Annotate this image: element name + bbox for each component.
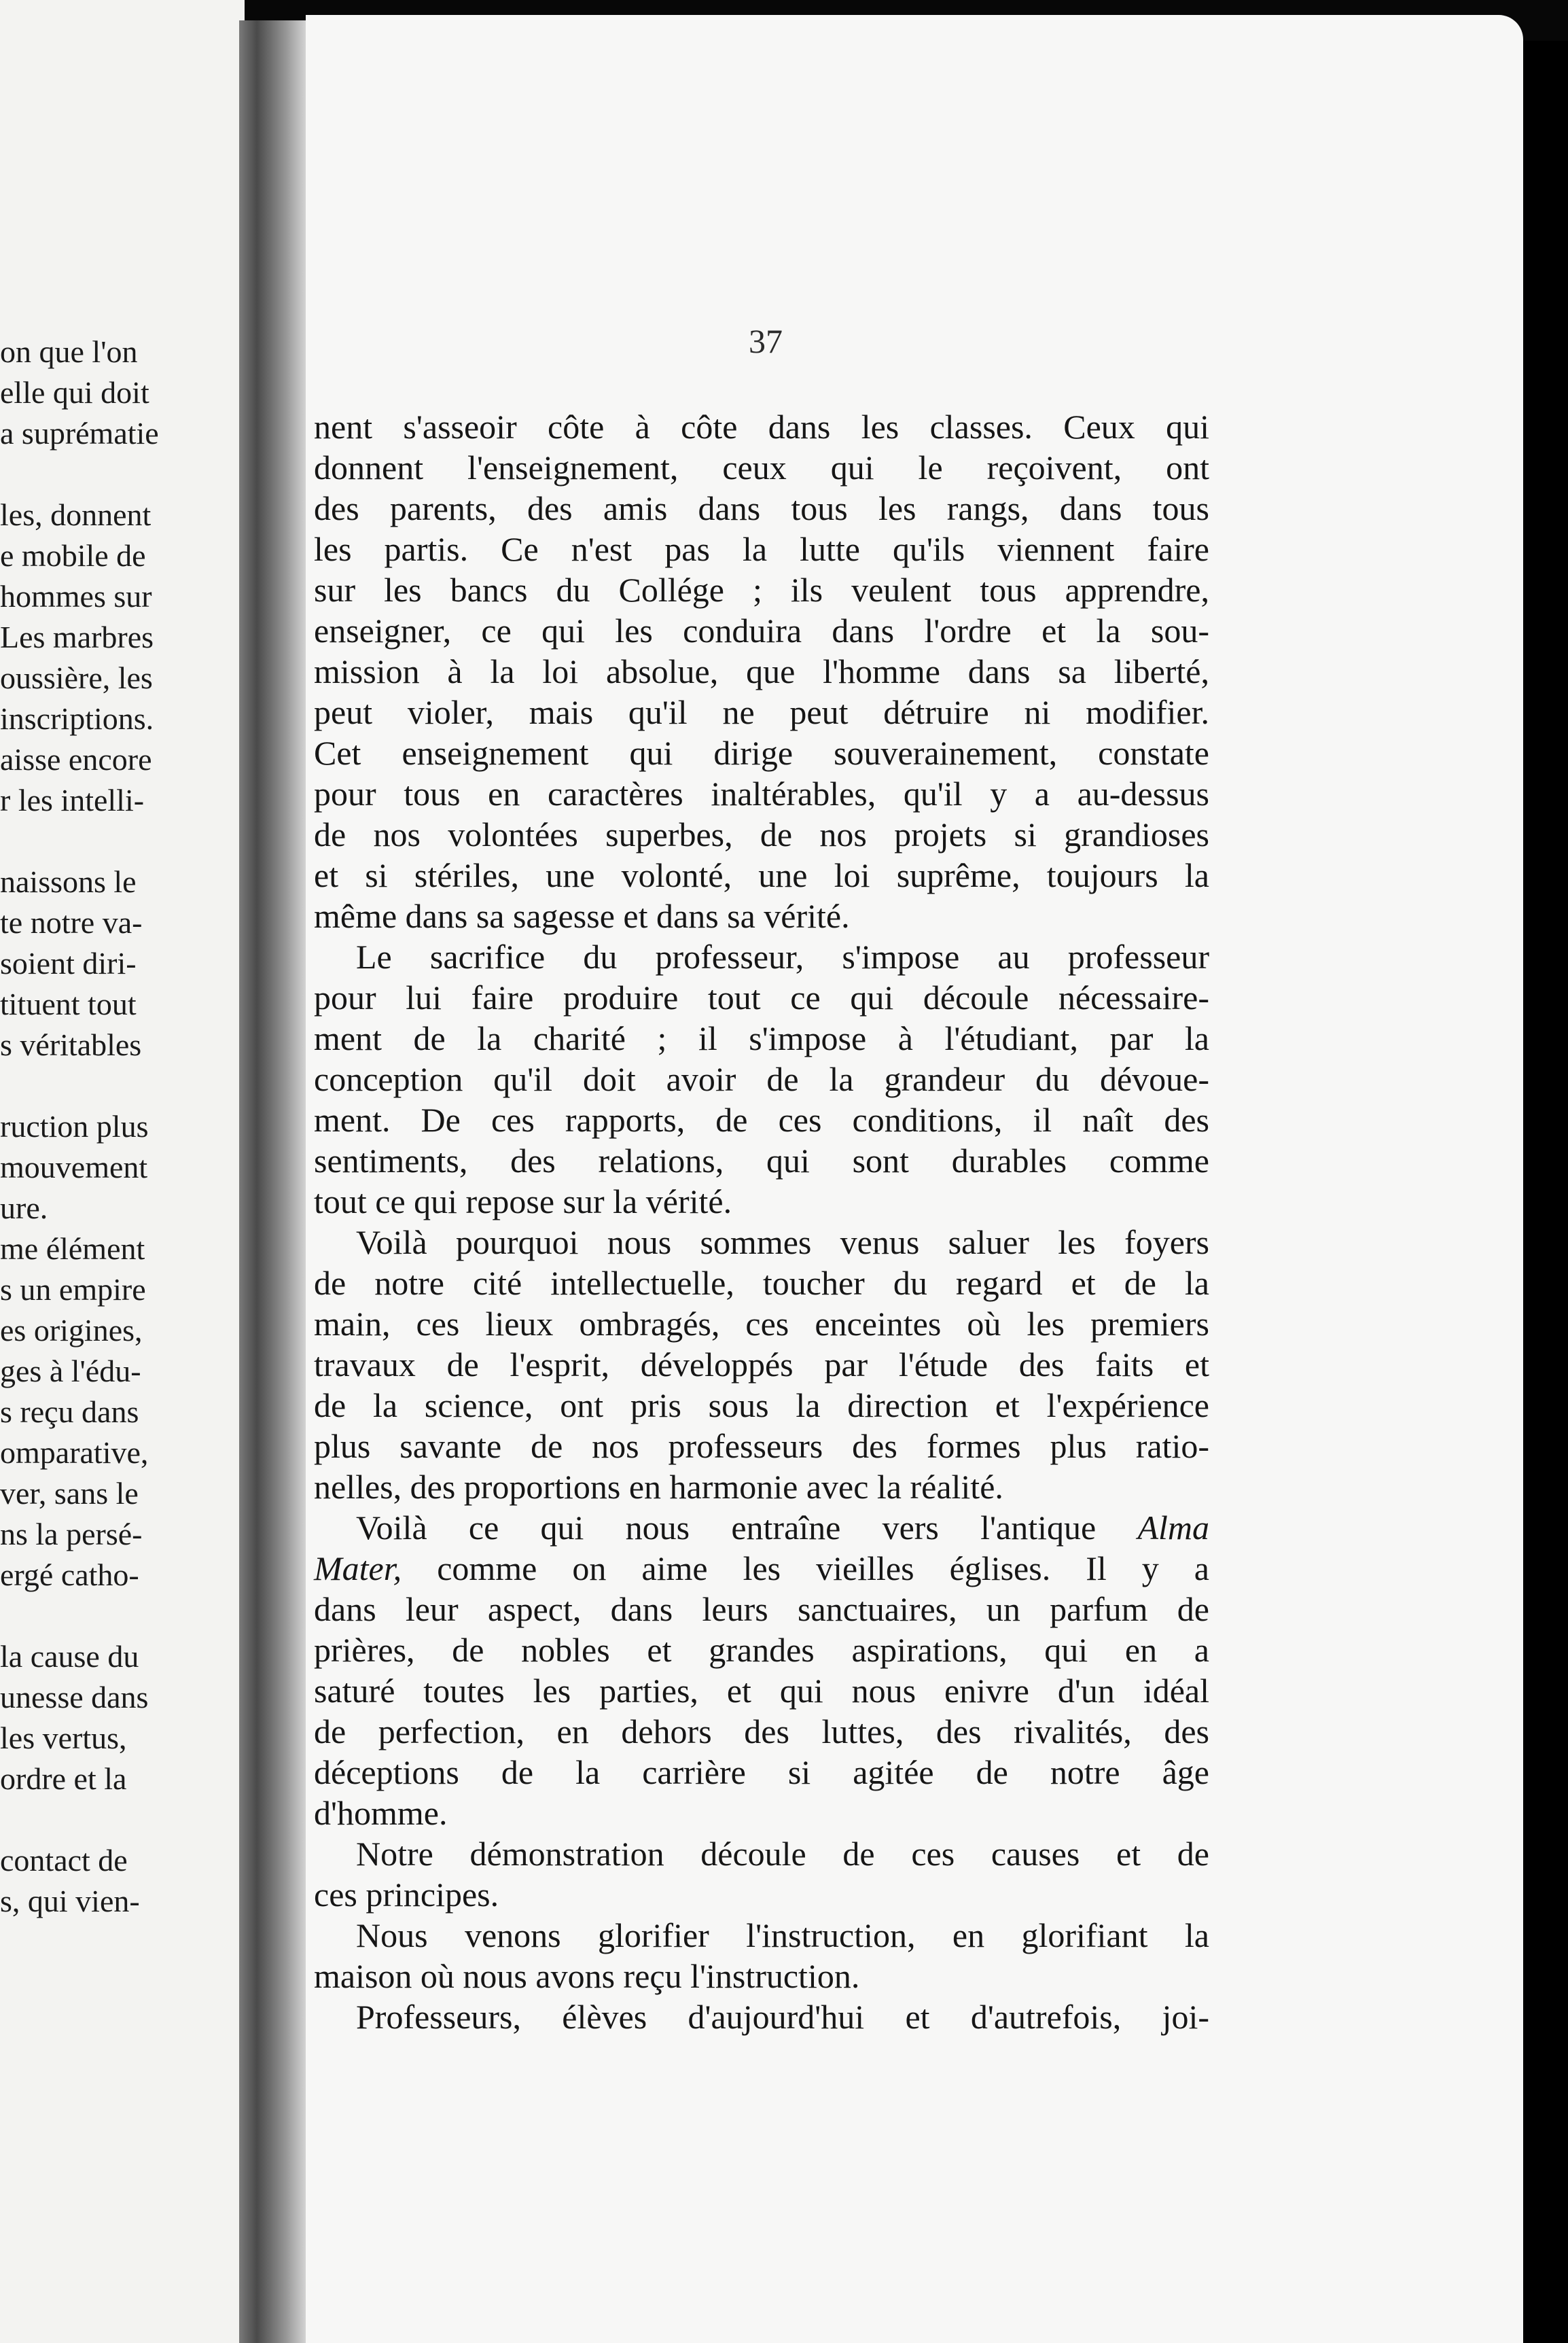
text-line: ces principes.: [314, 1875, 499, 1914]
text-line: Cet enseignement qui dirige souverainement, constate: [314, 734, 1209, 772]
text-line: saturé toutes les parties, et qui nous enivre d'un idéal: [314, 1672, 1209, 1710]
left-page-line: e mobile de: [0, 538, 146, 573]
text-line: déceptions de la carrière si agitée de notre âge: [314, 1753, 1209, 1791]
text-line: maison où nous avons reçu l'instruction.: [314, 1957, 860, 1995]
text-line: ment. De ces rapports, de ces conditions, il naît des: [314, 1101, 1209, 1139]
text-line: d'homme.: [314, 1794, 448, 1832]
left-page-line: r les intelli-: [0, 783, 145, 817]
text-line: tout ce qui repose sur la vérité.: [314, 1182, 732, 1220]
left-page-line: inscriptions.: [0, 701, 154, 736]
left-page-line: soient diri-: [0, 946, 137, 981]
left-page-line: es origines,: [0, 1313, 143, 1347]
left-page-line: ns la persé-: [0, 1517, 143, 1551]
left-page-line: s reçu dans: [0, 1394, 139, 1429]
paragraph-start: Professeurs, élèves d'aujourd'hui et d'autrefois, joi-: [356, 1998, 1209, 2036]
left-page-line: s véritables: [0, 1027, 142, 1062]
left-page-line: ruction plus: [0, 1109, 149, 1144]
text-line: plus savante de nos professeurs des formes plus ratio-: [314, 1427, 1209, 1465]
left-page-line: naissons le: [0, 864, 137, 899]
left-page-line: s un empire: [0, 1272, 146, 1307]
left-page-line: te notre va-: [0, 905, 143, 940]
text-line: nent s'asseoir côte à côte dans les classes. Ceux qui: [314, 408, 1209, 446]
text-line: conception qu'il doit avoir de la grandeur du dévoue-: [314, 1060, 1209, 1098]
left-page-line: omparative,: [0, 1435, 149, 1470]
text-line: de perfection, en dehors des luttes, des rivalités, des: [314, 1712, 1209, 1750]
left-page-line: contact de: [0, 1843, 128, 1878]
page-number: 37: [749, 322, 783, 360]
left-page-line: oussière, les: [0, 660, 153, 695]
left-page-line: Les marbres: [0, 620, 154, 654]
page-edge-shadow: [1523, 41, 1568, 2343]
text-line: sentiments, des relations, qui sont durables comme: [314, 1142, 1209, 1180]
left-page-line: ure.: [0, 1191, 48, 1225]
left-page-line: ergé catho-: [0, 1557, 139, 1592]
text-line: et si stériles, une volonté, une loi suprême, toujours la: [314, 856, 1209, 894]
left-page-line: ordre et la: [0, 1761, 127, 1796]
text-line: de la science, ont pris sous la direction et l'expérience: [314, 1386, 1209, 1424]
left-page-line: mouvement: [0, 1150, 148, 1184]
text-line: des parents, des amis dans tous les rangs, dans tous: [314, 489, 1209, 527]
paragraph-start: Le sacrifice du professeur, s'impose au professeur: [356, 938, 1209, 976]
text-line: ment de la charité ; il s'impose à l'étudiant, par la: [314, 1019, 1209, 1057]
text-line: pour tous en caractères inaltérables, qu'il y a au-dessus: [314, 775, 1209, 813]
text-line: dans leur aspect, dans leurs sanctuaires, un parfum de: [314, 1590, 1209, 1628]
text-line: nelles, des proportions en harmonie avec la réalité.: [314, 1468, 1003, 1506]
text-line: travaux de l'esprit, développés par l'étude des faits et: [314, 1345, 1209, 1384]
text-line: les partis. Ce n'est pas la lutte qu'ils viennent faire: [314, 530, 1209, 568]
text-line: de nos volontées superbes, de nos projets si grandioses: [314, 815, 1209, 853]
left-page-line: hommes sur: [0, 579, 152, 614]
left-page: [0, 0, 245, 2343]
left-page-line: tituent tout: [0, 987, 137, 1021]
left-page-line: la cause du: [0, 1639, 139, 1674]
text-line: prières, de nobles et grandes aspirations, qui en a: [314, 1631, 1209, 1669]
left-page-line: a suprématie: [0, 416, 159, 451]
left-page-line: les, donnent: [0, 497, 152, 532]
text-line: mission à la loi absolue, que l'homme dans sa liberté,: [314, 652, 1209, 690]
left-page-line: me élément: [0, 1231, 145, 1266]
paragraph-start: Notre démonstration découle de ces causes et de: [356, 1835, 1209, 1873]
text-line: de notre cité intellectuelle, toucher du regard et de la: [314, 1264, 1209, 1302]
left-page-line: ges à l'édu-: [0, 1354, 141, 1388]
text-segment: comme on aime les vieilles églises. Il y a: [437, 1549, 1210, 1587]
text-line: peut violer, mais qu'il ne peut détruire ni modifier.: [314, 693, 1209, 731]
left-page-line: aisse encore: [0, 742, 152, 777]
text-line: pour lui faire produire tout ce qui découle nécessaire-: [314, 979, 1209, 1017]
text-line: enseigner, ce qui les conduira dans l'ordre et la sou-: [314, 612, 1209, 650]
left-page-line: les vertus,: [0, 1721, 127, 1755]
body-text: [314, 406, 1209, 2037]
paragraph-start: [314, 1507, 1209, 1548]
left-page-line: on que l'on: [0, 334, 138, 369]
text-segment: Voilà ce qui nous entraîne vers l'antique: [356, 1509, 1097, 1547]
text-line: main, ces lieux ombragés, ces enceintes où les premiers: [314, 1305, 1209, 1343]
italic-alma: Alma: [1137, 1509, 1209, 1547]
text-line: sur les bancs du Collége ; ils veulent tous apprendre,: [314, 571, 1209, 609]
left-page-line: ver, sans le: [0, 1476, 139, 1511]
left-page-line: s, qui vien-: [0, 1884, 140, 1918]
text-line: donnent l'enseignement, ceux qui le reçoivent, ont: [314, 448, 1209, 487]
paragraph-start: Nous venons glorifier l'instruction, en glorifiant la: [356, 1916, 1209, 1954]
left-page-line: unesse dans: [0, 1680, 149, 1714]
italic-mater: Mater,: [314, 1549, 402, 1587]
paragraph-start: Voilà pourquoi nous sommes venus saluer les foyers: [356, 1223, 1209, 1261]
left-page-line: elle qui doit: [0, 375, 149, 410]
text-line: [314, 1548, 1209, 1589]
text-line: même dans sa sagesse et dans sa vérité.: [314, 897, 850, 935]
